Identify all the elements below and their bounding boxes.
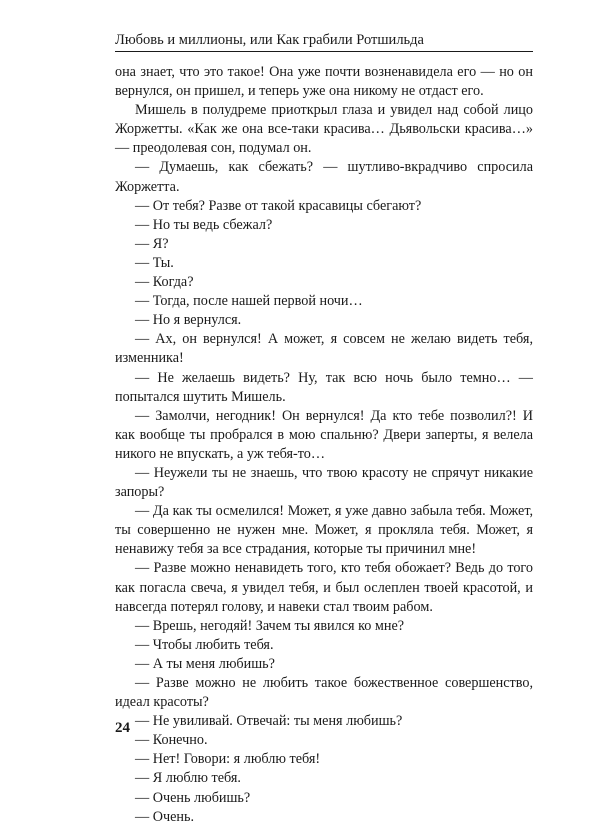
dialogue-line: — Очень. [135, 808, 195, 825]
dialogue-line: — Очень любишь? [135, 789, 251, 806]
page-number: 24 [115, 720, 130, 736]
dialogue-line: — Разве можно ненавидеть того, кто тебя обожает? Ведь до того как погасла свеча, я увидел тебя, и был ослеплен твоей красотой, и навсегда потерял голову, и навеки стал твоим рабом. [115, 560, 533, 615]
text-body [115, 63, 533, 827]
dialogue-line: — Неужели ты не знаешь, что твою красоту не спрячут никакие запоры? [115, 464, 533, 501]
dialogue-line: — Врешь, негодяй! Зачем ты явился ко мне? [135, 617, 405, 634]
dialogue-line: — Не желаешь видеть? Ну, так всю ночь было темно… — попытался шутить Мишель. [115, 369, 533, 405]
dialogue-line: — Не увиливай. Отвечай: ты меня любишь? [135, 713, 403, 730]
dialogue-line: — Я люблю тебя. [135, 770, 241, 787]
dialogue-line: — Конечно. [135, 732, 208, 749]
dialogue-line: — Но ты ведь сбежал? [135, 216, 273, 233]
dialogue-line: — Нет! Говори: я люблю тебя! [135, 751, 321, 768]
dialogue-line: — Замолчи, негодник! Он вернулся! Да кто тебе позволил?! И как вообще ты пробрался в мою спальню? Двери заперты, я велела никого не впускать, а уж тебя-то… [115, 407, 533, 462]
dialogue-line: — Ах, он вернулся! А может, я совсем не желаю видеть тебя, изменника! [115, 331, 533, 367]
paragraph: Мишель в полудреме приоткрыл глаза и увидел над собой лицо Жоржетты. «Как же она все-таки красива… Дьявольски красива…» — преодолевая сон, подумал он. [115, 102, 533, 157]
dialogue-line: — Чтобы любить тебя. [135, 636, 274, 653]
dialogue-line: — Да как ты осмелился! Может, я уже давно забыла тебя. Может, ты совершенно не нужен мне. Может, я прокляла тебя. Может, я ненавижу тебя за все страдания, которые ты причинил мне! [115, 503, 533, 558]
dialogue-line: — Думаешь, как сбежать? — шутливо-вкрадчиво спросила Жоржетта. [115, 159, 533, 195]
dialogue-line: — Разве можно не любить такое божественное совершенство, идеал красоты? [115, 675, 533, 711]
paragraph: она знает, что это такое! Она уже почти возненавидела его — но он вернулся, он пришел, и теперь уже она никому не отдаст его. [115, 64, 533, 100]
dialogue-line: — Ты. [135, 254, 174, 271]
dialogue-line: — Но я вернулся. [135, 312, 242, 329]
dialogue-line: — Я? [135, 235, 169, 252]
dialogue-line: — От тебя? Разве от такой красавицы сбегают? [135, 197, 422, 214]
dialogue-line: — А ты меня любишь? [135, 655, 275, 672]
dialogue-line: — Тогда, после нашей первой ночи… [135, 293, 363, 310]
dialogue-line: — Когда? [135, 274, 194, 291]
running-head: Любовь и миллионы, или Как грабили Ротшильда [115, 30, 533, 52]
